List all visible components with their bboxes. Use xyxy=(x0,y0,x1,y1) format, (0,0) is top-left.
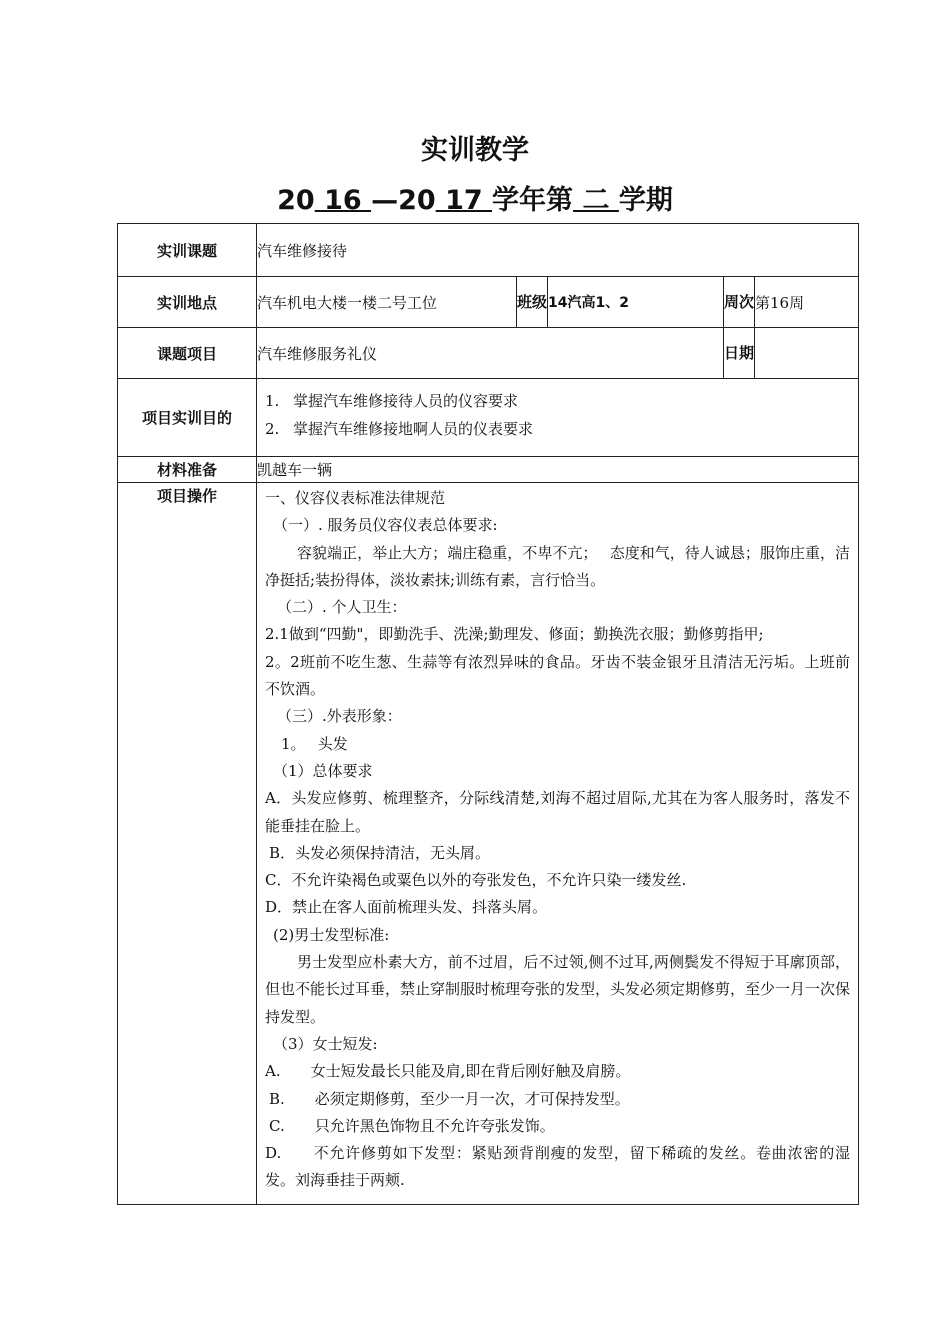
ops-line: B. 必须定期修剪，至少一月一次，才可保持发型。 xyxy=(269,1089,630,1108)
ops-cell xyxy=(257,483,859,1205)
ops-line: C．不允许染褐色或粟色以外的夸张发色，不允许只染一缕发丝. xyxy=(265,871,687,890)
ops-line: （三）.外表形象： xyxy=(277,707,402,726)
ops-line: A．头发应修剪、梳理整齐，分际线清楚,刘海不超过眉际,尤其在为客人服务时，落发不能垂挂在脸上。 xyxy=(265,789,850,835)
ops-line: 2.1做到“四勤"，即勤洗手、洗澡;勤理发、修面；勤换洗衣服；勤修剪指甲; xyxy=(265,625,764,644)
year-start-prefix: 20 xyxy=(277,185,315,216)
location-value: 汽车机电大楼一楼二号工位 xyxy=(257,277,517,328)
ops-line: (2)男士发型标准: xyxy=(273,925,390,944)
ops-line: （3）女士短发: xyxy=(273,1034,378,1053)
project-label: 课题项目 xyxy=(118,328,257,379)
year-dash: — xyxy=(371,185,399,216)
goal-label: 项目实训目的 xyxy=(118,379,257,457)
ops-line: （1）总体要求 xyxy=(273,761,373,780)
class-label: 班级 xyxy=(517,277,548,328)
ops-line: （一）. 服务员仪容仪表总体要求: xyxy=(273,516,498,535)
topic-row xyxy=(118,224,859,277)
ops-line: B．头发必须保持清洁，无头屑。 xyxy=(269,843,491,862)
year-mid-text: 学年第 xyxy=(492,185,574,216)
ops-line: D. 不允许修剪如下发型：紧贴颈背削瘦的发型，留下稀疏的发丝。卷曲浓密的湿发。刘海垂挂于两颊. xyxy=(265,1144,850,1190)
project-row xyxy=(118,328,859,379)
topic-value: 汽车维修接待 xyxy=(257,224,859,277)
ops-line: 一、仪容仪表标准法律规范 xyxy=(265,489,446,507)
goal-item: 1. 掌握汽车维修接待人员的仪容要求 xyxy=(265,392,519,410)
goal-cell xyxy=(257,379,859,457)
date-value xyxy=(755,328,859,379)
topic-label: 实训课题 xyxy=(118,224,257,277)
project-value: 汽车维修服务礼仪 xyxy=(257,328,724,379)
term-number: 二 xyxy=(573,185,619,216)
location-row xyxy=(118,277,859,328)
ops-label: 项目操作 xyxy=(118,483,257,1205)
week-value: 第16周 xyxy=(755,277,859,328)
material-row xyxy=(118,457,859,483)
goal-row xyxy=(118,379,859,457)
year-end-suffix: 17 xyxy=(435,185,493,216)
ops-line: 2。2班前不吃生葱、生蒜等有浓烈异味的食品。牙齿不装金银牙且清洁无污垢。上班前不饮酒。 xyxy=(265,652,850,699)
material-label: 材料准备 xyxy=(118,457,257,483)
ops-line: D．禁止在客人面前梳理头发、抖落头屑。 xyxy=(265,898,548,917)
week-label: 周次 xyxy=(724,277,755,328)
ops-line: 男士发型应朴素大方，前不过眉，后不过领,侧不过耳,两侧鬓发不得短于耳廓顶部，但也不能长过耳垂，禁止穿制服时梳理夸张的发型，头发必须定期修剪，至少一月一次保持发型。 xyxy=(265,953,851,1026)
ops-line: A. 女士短发最长只能及肩,即在背后刚好触及肩膀。 xyxy=(265,1062,631,1081)
semester-line xyxy=(0,178,950,217)
ops-line: 容貌端正，举止大方；端庄稳重，不卑不亢； 态度和气，待人诚恳；服饰庄重，洁净挺括;装扮得体，淡妆素抹;训练有素，言行恰当。 xyxy=(265,543,850,589)
training-table xyxy=(117,223,859,1205)
goal-item: 2. 掌握汽车维修接地啊人员的仪表要求 xyxy=(265,420,534,438)
ops-line: C. 只允许黑色饰物且不允许夸张发饰。 xyxy=(269,1116,555,1135)
year-start-suffix: 16 xyxy=(314,185,372,216)
ops-row xyxy=(118,483,859,1205)
material-value: 凯越车一辆 xyxy=(257,457,859,483)
date-label: 日期 xyxy=(724,328,755,379)
class-value: 14汽高1、2 xyxy=(548,277,724,328)
document-title: 实训教学 xyxy=(421,135,529,166)
ops-line: （二）. 个人卫生： xyxy=(277,598,407,617)
term-end-text: 学期 xyxy=(618,185,673,216)
ops-line: 1。 头发 xyxy=(281,734,348,753)
year-end-prefix: 20 xyxy=(398,185,436,216)
location-label: 实训地点 xyxy=(118,277,257,328)
